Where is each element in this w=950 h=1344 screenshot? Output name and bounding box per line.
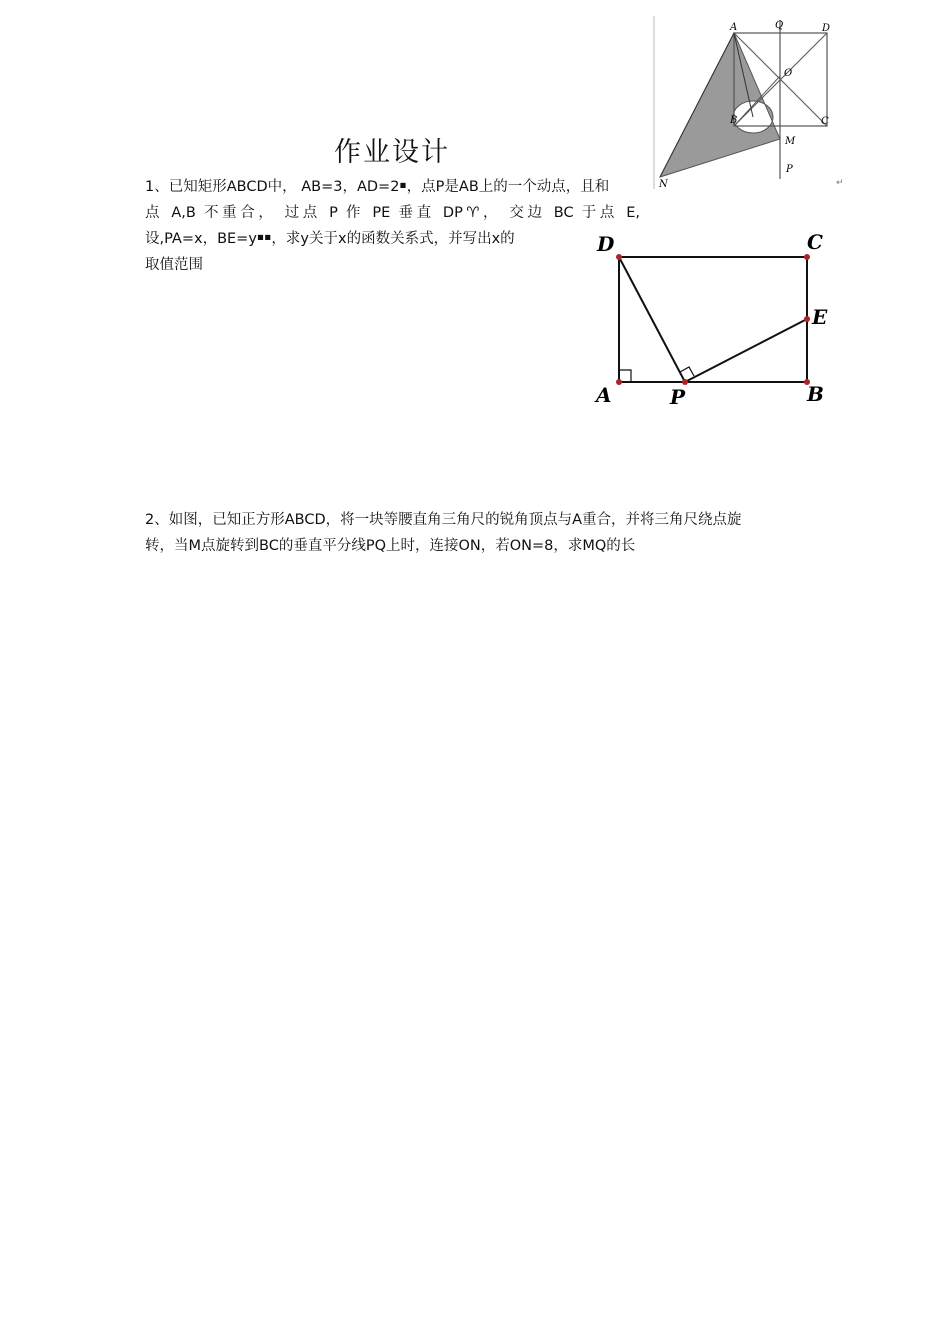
label-C: C [807, 230, 823, 254]
point-D [616, 254, 622, 260]
problem-1-line-1: 1、已知矩形ABCD中， AB=3，AD=2￭，点P是AB上的一个动点，且和 [145, 179, 610, 195]
point-E [804, 316, 810, 322]
label-Q: Q [775, 20, 784, 31]
page-title: 作业设计 [334, 137, 450, 168]
label-M: M [785, 136, 796, 147]
label-A: A [730, 22, 738, 33]
square-rotation-figure [650, 14, 850, 194]
label-E: E [812, 305, 828, 329]
point-C [804, 254, 810, 260]
label-P: P [786, 164, 793, 175]
problem-1-line-4: 取值范围 [145, 257, 203, 273]
label-B: B [807, 382, 824, 406]
label-A: A [596, 383, 612, 407]
return-mark: ↵ [836, 178, 844, 188]
label-N: N [659, 179, 668, 190]
rectangle-figure [588, 228, 848, 418]
label-B: B [730, 115, 738, 126]
label-O: O [784, 68, 793, 79]
problem-1-line-3: 设,PA=x，BE=y￭￭，求y关于x的函数关系式，并写出x的 [145, 231, 515, 247]
shaded-triangle [660, 33, 780, 177]
problem-2-line-2: 转，当M点旋转到BC的垂直平分线PQ上时，连接ON，若ON=8，求MQ的长 [145, 538, 636, 554]
rectangle-ABCD [619, 257, 807, 382]
label-D: D [822, 23, 831, 34]
problem-1-line-2: 点 A,B 不重合， 过点 P 作 PE 垂直 DP♈， 交边 BC 于点 E, [145, 205, 640, 221]
label-C: C [821, 116, 829, 127]
problem-2 [145, 507, 810, 559]
label-D: D [597, 232, 615, 256]
problem-1 [145, 174, 640, 278]
problem-2-line-1: 2、如图，已知正方形ABCD，将一块等腰直角三角尺的锐角顶点与A重合，并将三角尺绕点旋 [145, 512, 742, 528]
label-P: P [670, 385, 686, 409]
point-A [616, 379, 622, 385]
